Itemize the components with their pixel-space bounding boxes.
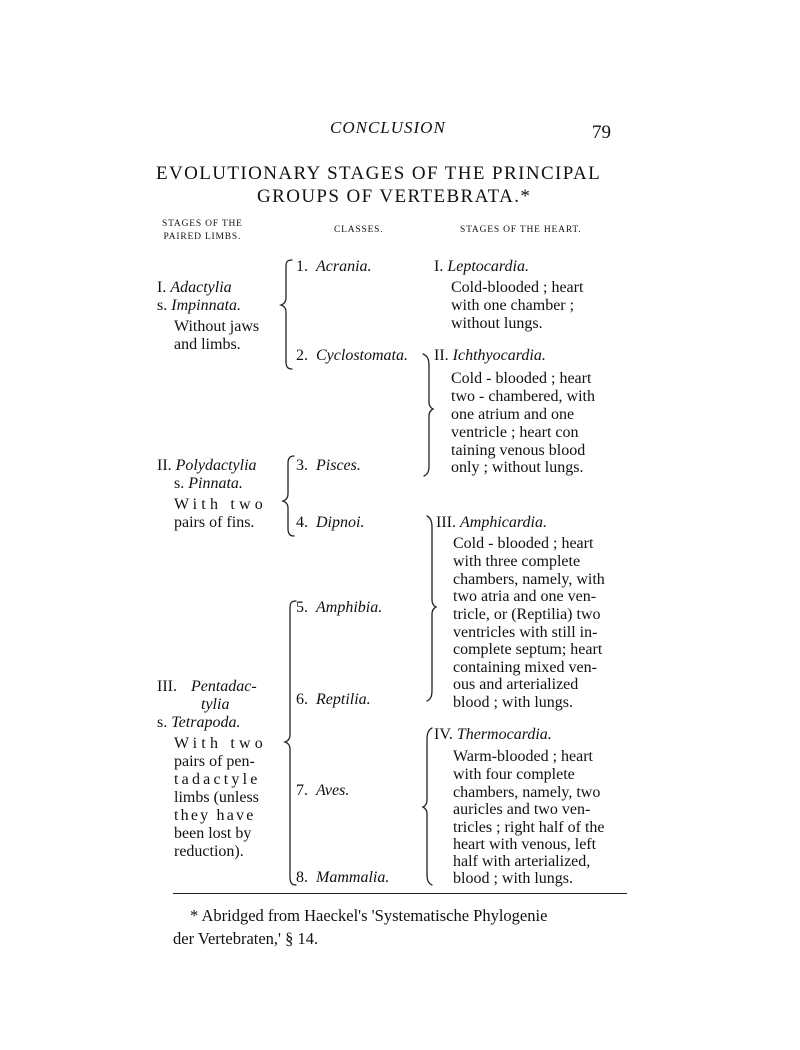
limb-stage-1-line-2: and limbs. bbox=[174, 336, 241, 353]
limb-stage-3-number: III. bbox=[157, 678, 177, 695]
class-6-number: 6. bbox=[296, 691, 308, 708]
limb-stage-1-number: I. bbox=[157, 279, 167, 296]
class-7-name: Aves. bbox=[316, 782, 350, 799]
heart-stage-4-line-8: blood ; with lungs. bbox=[453, 870, 574, 887]
class-2-name: Cyclostomata. bbox=[316, 347, 408, 364]
heart-stage-4-line-4: auricles and two ven- bbox=[453, 801, 591, 818]
limb-stage-1-line-1: Without jaws bbox=[174, 318, 260, 335]
limb-stage-2-line-1: With two bbox=[174, 496, 267, 513]
heart-stage-3-number: III. bbox=[436, 514, 456, 531]
heart-stage-1-name: Leptocardia. bbox=[447, 258, 529, 275]
brace-heart-stage-4 bbox=[423, 728, 432, 885]
heart-stage-1-line-3: without lungs. bbox=[451, 315, 543, 332]
brace-limb-stage-3 bbox=[285, 601, 296, 885]
heart-stage-3-line-4: two atria and one ven- bbox=[453, 588, 597, 605]
heart-stage-1-line-2: with one chamber ; bbox=[451, 297, 575, 314]
limb-stage-3-line-4: limbs (unless bbox=[174, 789, 259, 806]
heart-stage-2-line-2: two - chambered, with bbox=[451, 388, 595, 405]
limb-stage-3-line-1: With two bbox=[174, 735, 267, 752]
heart-stage-3-line-5: tricle, or (Reptilia) two bbox=[453, 606, 601, 623]
limb-stage-2-line-2: pairs of fins. bbox=[174, 514, 255, 531]
heart-stage-3-line-9: ous and arterialized bbox=[453, 676, 579, 693]
heart-stage-2-line-5: taining venous blood bbox=[451, 442, 586, 459]
heart-stage-4-line-7: half with arterialized, bbox=[453, 853, 591, 870]
heart-stage-3-line-8: containing mixed ven- bbox=[453, 659, 597, 676]
heart-stage-3-line-6: ventricles with still in- bbox=[453, 624, 598, 641]
brace-limb-stage-1 bbox=[281, 260, 292, 369]
limb-stage-1-synonym-name: Impinnata. bbox=[171, 297, 242, 314]
heart-stage-2-line-6: only ; without lungs. bbox=[451, 459, 584, 476]
limb-stage-3-name-part-1: Pentadac- bbox=[190, 678, 257, 695]
class-7-number: 7. bbox=[296, 782, 308, 799]
column-header-limbs-line-1: STAGES OF THE bbox=[162, 219, 243, 229]
limb-stage-3-line-7: reduction). bbox=[174, 843, 244, 860]
limb-stage-3-name-part-2: tylia bbox=[201, 696, 230, 713]
class-8-name: Mammalia. bbox=[316, 869, 390, 886]
limb-stage-2-synonym-prefix: s. bbox=[174, 475, 185, 492]
limb-stage-2-synonym-name: Pinnata. bbox=[188, 475, 243, 492]
brace-limb-stage-2 bbox=[283, 456, 294, 536]
heart-stage-3-line-2: with three complete bbox=[453, 553, 581, 570]
class-5-name: Amphibia. bbox=[316, 599, 383, 616]
limb-stage-3-line-5: they have bbox=[174, 807, 256, 824]
column-header-limbs-line-2: PAIRED LIMBS. bbox=[163, 232, 242, 242]
limb-stage-2-number: II. bbox=[157, 457, 172, 474]
class-8-number: 8. bbox=[296, 869, 308, 886]
limb-stage-3-line-3: tadactyle bbox=[174, 771, 261, 788]
heart-stage-2-line-3: one atrium and one bbox=[451, 406, 575, 423]
heart-stage-3-line-3: chambers, namely, with bbox=[453, 571, 605, 588]
heart-stage-4-name: Thermocardia. bbox=[456, 726, 552, 743]
limb-stage-3-synonym-name: Tetrapoda. bbox=[171, 714, 241, 731]
heart-stage-4-number: IV. bbox=[434, 726, 453, 743]
class-6-name: Reptilia. bbox=[316, 691, 371, 708]
brace-heart-stage-3 bbox=[427, 516, 436, 701]
limb-stage-2-name: Polydactylia bbox=[175, 457, 257, 474]
column-header-classes: CLASSES. bbox=[334, 225, 384, 235]
brace-heart-stage-2 bbox=[423, 354, 433, 476]
limb-stage-3-line-2: pairs of pen- bbox=[174, 753, 255, 770]
heart-stage-3-line-1: Cold - blooded ; heart bbox=[453, 535, 594, 552]
heart-stage-2-number: II. bbox=[434, 347, 449, 364]
class-1-name: Acrania. bbox=[316, 258, 372, 275]
heart-stage-4-line-2: with four complete bbox=[453, 766, 575, 783]
heart-stage-3-line-10: blood ; with lungs. bbox=[453, 694, 574, 711]
heart-stage-4-line-5: tricles ; right half of the bbox=[453, 819, 605, 836]
class-5-number: 5. bbox=[296, 599, 308, 616]
heart-stage-3-name: Amphicardia. bbox=[459, 514, 547, 531]
footnote-line-1: * Abridged from Haeckel's 'Systematische Phylogenie bbox=[190, 906, 548, 925]
class-4-number: 4. bbox=[296, 514, 308, 531]
heart-stage-3-line-7: complete septum; heart bbox=[453, 641, 603, 658]
heart-stage-4-line-1: Warm-blooded ; heart bbox=[453, 748, 593, 765]
heart-stage-2-line-1: Cold - blooded ; heart bbox=[451, 370, 592, 387]
heart-stage-4-line-6: heart with venous, left bbox=[453, 836, 597, 853]
heart-stage-2-line-4: ventricle ; heart con bbox=[451, 424, 579, 441]
page-title-line-1: EVOLUTIONARY STAGES OF THE PRINCIPAL bbox=[156, 163, 602, 184]
heart-stage-1-number: I. bbox=[434, 258, 444, 275]
class-1-number: 1. bbox=[296, 258, 308, 275]
footnote-separator bbox=[173, 893, 627, 894]
page-title-line-2: GROUPS OF VERTEBRATA.* bbox=[257, 186, 532, 207]
limb-stage-1-name: Adactylia bbox=[170, 279, 232, 296]
class-3-number: 3. bbox=[296, 457, 308, 474]
heart-stage-4-line-3: chambers, namely, two bbox=[453, 784, 601, 801]
heart-stage-1-line-1: Cold-blooded ; heart bbox=[451, 279, 584, 296]
footnote-line-2: der Vertebraten,' § 14. bbox=[173, 929, 319, 948]
class-3-name: Pisces. bbox=[316, 457, 361, 474]
heart-stage-2-name: Ichthyocardia. bbox=[452, 347, 546, 364]
page-number: 79 bbox=[592, 122, 611, 143]
class-2-number: 2. bbox=[296, 347, 308, 364]
class-4-name: Dipnoi. bbox=[316, 514, 365, 531]
running-title: CONCLUSION bbox=[330, 118, 446, 137]
limb-stage-3-line-6: been lost by bbox=[174, 825, 252, 842]
limb-stage-1-synonym-prefix: s. bbox=[157, 297, 168, 314]
limb-stage-3-synonym-prefix: s. bbox=[157, 714, 168, 731]
column-header-heart: STAGES OF THE HEART. bbox=[460, 225, 582, 235]
